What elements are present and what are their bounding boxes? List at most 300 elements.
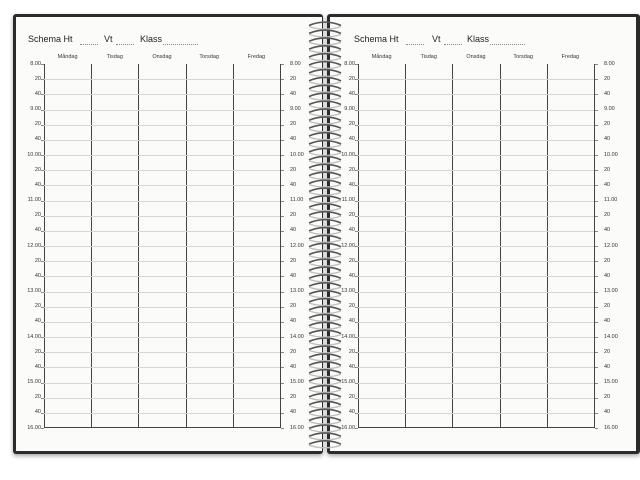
spiral-ring <box>309 228 341 231</box>
spiral-ring <box>309 153 341 156</box>
spiral-ring <box>309 362 341 365</box>
time-label-left: 40 <box>348 318 355 325</box>
spiral-ring <box>309 390 341 393</box>
time-label-left: 10.00 <box>27 151 41 158</box>
spiral-ring <box>309 295 341 298</box>
schema-label: Schema Ht <box>28 34 73 44</box>
time-tick <box>281 110 284 111</box>
spiral-ring <box>309 156 341 159</box>
time-tick <box>281 307 284 308</box>
time-label-left: 40 <box>348 136 355 143</box>
spiral-ring <box>309 109 341 112</box>
spiral-ring <box>309 90 341 93</box>
time-row-line <box>358 383 594 384</box>
time-row-line <box>358 261 594 262</box>
time-label-left: 8.00 <box>30 60 41 67</box>
time-tick <box>595 322 598 323</box>
time-label-left: 20 <box>348 121 355 128</box>
time-label-left: 20 <box>34 303 41 310</box>
spiral-ring <box>309 406 341 409</box>
time-label-right: 40 <box>290 227 297 234</box>
spiral-ring <box>309 354 341 357</box>
time-tick <box>281 337 284 338</box>
time-tick <box>41 337 44 338</box>
time-label-right: 13.00 <box>290 288 304 294</box>
time-label-left: 12.00 <box>341 242 355 249</box>
time-label-left: 40 <box>348 272 355 279</box>
vt-label: Vt <box>432 34 441 44</box>
time-row-line <box>44 110 280 111</box>
spiral-ring <box>309 82 341 85</box>
spiral-ring <box>309 22 341 25</box>
spiral-ring <box>309 327 341 330</box>
time-label-right: 40 <box>604 272 611 279</box>
time-tick <box>355 185 358 186</box>
time-row-line <box>44 125 280 126</box>
time-label-right: 40 <box>604 318 611 325</box>
time-tick <box>355 201 358 202</box>
time-row-line <box>358 155 594 156</box>
time-label-left: 20 <box>34 166 41 173</box>
time-row-line <box>44 413 280 414</box>
planner-page-right <box>330 17 636 451</box>
time-row-line <box>358 216 594 217</box>
time-row-line <box>44 170 280 171</box>
spiral-ring <box>309 417 341 420</box>
time-tick <box>595 231 598 232</box>
time-label-right: 40 <box>290 90 297 97</box>
time-tick <box>41 216 44 217</box>
time-label-left: 20 <box>348 166 355 173</box>
time-tick <box>595 307 598 308</box>
time-row-line <box>44 367 280 368</box>
time-label-left: 20 <box>34 348 41 355</box>
spiral-ring <box>309 279 341 282</box>
time-label-right: 14.00 <box>290 333 304 340</box>
schema-label: Schema Ht <box>354 34 399 44</box>
spiral-ring <box>309 350 341 353</box>
time-tick <box>41 413 44 414</box>
time-tick <box>41 125 44 126</box>
vt-label: Vt <box>104 34 113 44</box>
time-row-line <box>358 94 594 95</box>
time-label-right: 12.00 <box>290 242 304 249</box>
time-label-right: 8.00 <box>604 60 615 67</box>
spiral-ring <box>309 54 341 57</box>
time-label-right: 11.00 <box>290 197 304 203</box>
time-row-line <box>44 383 280 384</box>
spiral-ring <box>309 441 341 444</box>
time-label-left: 40 <box>34 318 41 325</box>
day-header-1: Tisdag <box>420 54 437 60</box>
spiral-ring <box>309 121 341 124</box>
spiral-ring <box>309 137 341 140</box>
time-label-right: 15.00 <box>604 379 618 385</box>
spiral-ring <box>309 378 341 381</box>
spiral-ring <box>309 180 341 183</box>
time-row-line <box>44 246 280 247</box>
time-tick <box>281 94 284 95</box>
spiral-ring <box>309 437 341 440</box>
time-tick <box>41 231 44 232</box>
spiral-ring <box>309 346 341 349</box>
spiral-ring <box>309 307 341 310</box>
spiral-ring <box>309 70 341 73</box>
time-label-left: 40 <box>348 227 355 234</box>
time-tick <box>355 383 358 384</box>
spiral-binding <box>305 18 345 450</box>
time-tick <box>281 170 284 171</box>
time-label-right: 20 <box>290 348 297 355</box>
time-tick <box>41 64 44 65</box>
time-tick <box>355 261 358 262</box>
time-label-right: 40 <box>604 181 611 188</box>
time-tick <box>355 246 358 247</box>
time-tick <box>281 140 284 141</box>
time-tick <box>595 216 598 217</box>
time-tick <box>41 383 44 384</box>
time-tick <box>355 79 358 80</box>
schedule-grid[interactable] <box>341 54 618 431</box>
spiral-ring <box>309 177 341 180</box>
time-tick <box>41 428 44 429</box>
spiral-ring <box>309 275 341 278</box>
spiral-ring <box>309 216 341 219</box>
time-row-line <box>44 185 280 186</box>
time-label-right: 14.00 <box>604 333 618 340</box>
spiral-ring <box>309 212 341 215</box>
time-row-line <box>44 276 280 277</box>
spiral-ring <box>309 243 341 246</box>
time-row-line <box>358 125 594 126</box>
time-label-right: 12.00 <box>604 242 618 249</box>
spiral-ring <box>309 224 341 227</box>
time-label-left: 20 <box>348 394 355 401</box>
klass-blank-line[interactable] <box>163 44 198 45</box>
spiral-ring <box>309 235 341 238</box>
spiral-ring <box>309 358 341 361</box>
time-tick <box>281 185 284 186</box>
spiral-ring <box>309 141 341 144</box>
time-label-left: 11.00 <box>27 197 41 203</box>
time-tick <box>41 398 44 399</box>
spiral-ring <box>309 38 341 41</box>
time-tick <box>595 428 598 429</box>
time-tick <box>281 367 284 368</box>
spiral-ring <box>309 220 341 223</box>
time-label-right: 20 <box>290 303 297 310</box>
time-tick <box>355 292 358 293</box>
time-row-line <box>358 307 594 308</box>
time-row-line <box>358 185 594 186</box>
time-tick <box>355 398 358 399</box>
time-label-right: 20 <box>290 257 297 264</box>
time-tick <box>281 276 284 277</box>
spiral-ring <box>309 338 341 341</box>
spiral-ring <box>309 101 341 104</box>
spiral-ring <box>309 429 341 432</box>
time-label-left: 20 <box>348 303 355 310</box>
time-tick <box>41 201 44 202</box>
vt-blank-line[interactable] <box>444 44 462 45</box>
time-label-right: 20 <box>290 121 297 128</box>
spiral-ring <box>309 161 341 164</box>
time-label-right: 9.00 <box>290 106 301 112</box>
spiral-ring <box>309 66 341 69</box>
spiral-ring <box>309 409 341 412</box>
time-tick <box>281 352 284 353</box>
day-header-4: Fredag <box>561 54 580 60</box>
time-row-line <box>44 307 280 308</box>
spiral-ring <box>309 303 341 306</box>
time-label-left: 16.00 <box>27 424 41 431</box>
time-row-line <box>358 322 594 323</box>
time-label-left: 12.00 <box>27 242 41 249</box>
day-header-3: Torsdag <box>513 54 533 60</box>
time-row-line <box>358 201 594 202</box>
spiral-ring <box>309 46 341 49</box>
time-label-right: 20 <box>290 212 297 219</box>
time-tick <box>355 276 358 277</box>
spiral-ring <box>309 106 341 109</box>
time-tick <box>595 79 598 80</box>
day-header-1: Tisdag <box>106 54 123 60</box>
time-tick <box>355 307 358 308</box>
page-header <box>28 34 322 48</box>
day-header-2: Onsdag <box>152 54 172 60</box>
time-label-left: 16.00 <box>341 424 355 431</box>
spiral-ring <box>309 422 341 425</box>
spiral-ring <box>309 322 341 325</box>
time-label-right: 20 <box>604 75 611 82</box>
time-tick <box>41 276 44 277</box>
grid-bottom-line <box>358 427 594 428</box>
time-row-line <box>358 170 594 171</box>
time-label-right: 40 <box>604 90 611 97</box>
time-tick <box>355 216 358 217</box>
time-tick <box>355 94 358 95</box>
time-tick <box>355 64 358 65</box>
spiral-ring <box>309 335 341 338</box>
spiral-ring <box>309 271 341 274</box>
time-label-right: 20 <box>604 257 611 264</box>
spiral-ring <box>309 30 341 33</box>
time-row-line <box>358 110 594 111</box>
klass-label: Klass <box>140 34 163 44</box>
time-tick <box>595 155 598 156</box>
time-tick <box>281 292 284 293</box>
time-tick <box>41 185 44 186</box>
time-tick <box>355 155 358 156</box>
time-tick <box>41 140 44 141</box>
spiral-ring <box>309 311 341 314</box>
time-label-left: 13.00 <box>341 288 355 294</box>
spiral-ring <box>309 386 341 389</box>
time-label-left: 20 <box>348 75 355 82</box>
time-tick <box>355 367 358 368</box>
spiral-ring <box>309 299 341 302</box>
time-label-left: 20 <box>34 257 41 264</box>
spiral-ring <box>309 382 341 385</box>
time-row-line <box>358 79 594 80</box>
time-row-line <box>44 201 280 202</box>
time-row-line <box>358 276 594 277</box>
time-row-line <box>44 337 280 338</box>
time-row-line <box>44 140 280 141</box>
time-label-left: 20 <box>348 212 355 219</box>
spiral-ring <box>309 248 341 251</box>
time-label-right: 9.00 <box>604 106 615 112</box>
time-tick <box>355 322 358 323</box>
schema-blank-line[interactable] <box>80 44 98 45</box>
time-tick <box>281 125 284 126</box>
spiral-ring <box>309 34 341 37</box>
klass-blank-line[interactable] <box>490 44 525 45</box>
spiral-ring <box>309 58 341 61</box>
time-tick <box>41 79 44 80</box>
spiral-ring <box>309 125 341 128</box>
spiral-ring <box>309 370 341 373</box>
time-label-left: 20 <box>348 257 355 264</box>
time-label-left: 20 <box>34 212 41 219</box>
time-label-right: 10.00 <box>290 151 304 158</box>
spiral-ring <box>309 113 341 116</box>
spiral-ring <box>309 74 341 77</box>
time-row-line <box>44 231 280 232</box>
time-label-left: 13.00 <box>27 288 41 294</box>
day-header-4: Fredag <box>247 54 266 60</box>
time-label-right: 40 <box>604 409 611 416</box>
spiral-ring <box>309 240 341 243</box>
time-row-line <box>44 292 280 293</box>
grid-bottom-line <box>44 427 280 428</box>
time-tick <box>595 201 598 202</box>
time-label-right: 20 <box>604 303 611 310</box>
spiral-ring <box>309 208 341 211</box>
time-row-line <box>358 352 594 353</box>
time-tick <box>595 261 598 262</box>
time-tick <box>355 352 358 353</box>
time-label-right: 20 <box>604 166 611 173</box>
time-tick <box>595 352 598 353</box>
spiral-ring <box>309 401 341 404</box>
time-tick <box>41 352 44 353</box>
time-label-left: 20 <box>34 394 41 401</box>
spiral-ring <box>309 425 341 428</box>
time-label-right: 40 <box>604 136 611 143</box>
spiral-ring <box>309 42 341 45</box>
time-row-line <box>358 231 594 232</box>
time-tick <box>281 322 284 323</box>
spiral-ring <box>309 267 341 270</box>
spiral-ring <box>309 85 341 88</box>
spiral-ring <box>309 393 341 396</box>
time-tick <box>595 337 598 338</box>
time-label-right: 11.00 <box>604 197 618 203</box>
time-tick <box>41 170 44 171</box>
time-tick <box>355 110 358 111</box>
time-tick <box>41 246 44 247</box>
time-tick <box>355 413 358 414</box>
time-label-left: 9.00 <box>344 106 355 112</box>
spiral-ring <box>309 445 341 448</box>
time-row-line <box>358 292 594 293</box>
time-label-left: 40 <box>348 90 355 97</box>
spiral-ring <box>309 77 341 80</box>
schema-blank-line[interactable] <box>406 44 424 45</box>
spiral-ring <box>309 256 341 259</box>
time-label-left: 14.00 <box>341 333 355 340</box>
time-tick <box>281 383 284 384</box>
time-label-left: 20 <box>34 121 41 128</box>
time-tick <box>41 292 44 293</box>
time-label-left: 40 <box>34 136 41 143</box>
time-label-right: 20 <box>290 75 297 82</box>
time-label-left: 14.00 <box>27 333 41 340</box>
time-tick <box>595 413 598 414</box>
time-row-line <box>44 155 280 156</box>
time-tick <box>355 125 358 126</box>
spiral-ring <box>309 98 341 101</box>
time-tick <box>41 307 44 308</box>
time-tick <box>595 125 598 126</box>
spiral-ring <box>309 129 341 132</box>
time-tick <box>281 246 284 247</box>
spiral-ring <box>309 287 341 290</box>
time-label-right: 40 <box>290 272 297 279</box>
spiral-ring <box>309 251 341 254</box>
time-label-left: 40 <box>34 181 41 188</box>
time-label-right: 8.00 <box>290 60 301 67</box>
time-tick <box>355 428 358 429</box>
vt-blank-line[interactable] <box>116 44 134 45</box>
spiral-ring <box>309 27 341 30</box>
time-label-left: 40 <box>34 363 41 370</box>
time-label-right: 20 <box>290 394 297 401</box>
spiral-ring <box>309 196 341 199</box>
spiral-ring <box>309 398 341 401</box>
time-tick <box>281 261 284 262</box>
time-label-left: 40 <box>34 90 41 97</box>
time-tick <box>281 79 284 80</box>
spiral-ring <box>309 133 341 136</box>
day-header-2: Onsdag <box>466 54 486 60</box>
time-row-line <box>44 94 280 95</box>
time-label-left: 40 <box>348 181 355 188</box>
time-label-right: 15.00 <box>290 379 304 385</box>
time-tick <box>281 413 284 414</box>
time-label-right: 40 <box>290 363 297 370</box>
time-row-line <box>44 352 280 353</box>
klass-label: Klass <box>467 34 490 44</box>
time-label-left: 15.00 <box>341 379 355 385</box>
spiral-ring <box>309 62 341 65</box>
schedule-grid[interactable] <box>27 54 304 431</box>
time-tick <box>355 231 358 232</box>
time-tick <box>281 398 284 399</box>
time-label-right: 20 <box>604 394 611 401</box>
time-tick <box>595 170 598 171</box>
time-label-right: 40 <box>604 363 611 370</box>
time-row-line <box>44 261 280 262</box>
time-label-right: 16.00 <box>604 424 618 431</box>
spiral-ring <box>309 291 341 294</box>
time-tick <box>595 110 598 111</box>
time-tick <box>281 201 284 202</box>
spiral-ring <box>309 319 341 322</box>
time-row-line <box>358 398 594 399</box>
spiral-ring <box>309 264 341 267</box>
